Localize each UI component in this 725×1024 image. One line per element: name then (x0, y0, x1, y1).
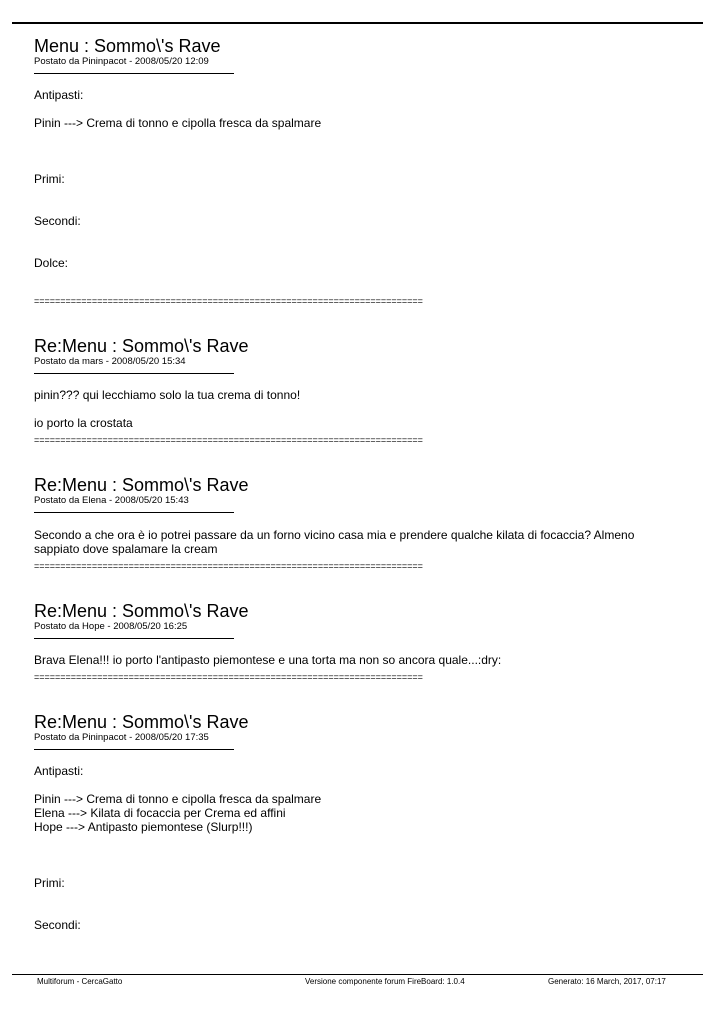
post-line: Dolce: (34, 256, 69, 270)
post-line: Primi: (34, 876, 65, 890)
post-line: pinin??? qui lecchiamo solo la tua crema di tonno! (34, 388, 301, 402)
post-title: Re:Menu : Sommo\'s Rave (34, 712, 249, 732)
footer-version: Versione componente forum FireBoard: 1.0.4 (305, 977, 465, 986)
post-meta: Postato da Pininpacot - 2008/05/20 12:09 (34, 56, 209, 67)
post-separator: ========================================================================== (34, 561, 423, 571)
post-meta: Postato da mars - 2008/05/20 15:34 (34, 356, 186, 367)
post-line: Pinin ---> Crema di tonno e cipolla fresca da spalmare (34, 116, 322, 130)
post (34, 475, 694, 571)
post-title: Re:Menu : Sommo\'s Rave (34, 475, 249, 495)
post-line: Antipasti: (34, 88, 84, 102)
post-line: Secondi: (34, 918, 81, 932)
post-line: io porto la crostata (34, 416, 133, 430)
post-separator: ========================================================================== (34, 672, 423, 682)
footer-generated: Generato: 16 March, 2017, 07:17 (548, 977, 666, 986)
post-line: Brava Elena!!! io porto l'antipasto piemontese e una torta ma non so ancora quale...:dry: (34, 653, 502, 667)
post-separator: ========================================================================== (34, 435, 423, 445)
post (34, 336, 694, 445)
footer-site-name: Multiforum - CercaGatto (37, 977, 123, 986)
post-meta: Postato da Pininpacot - 2008/05/20 17:35 (34, 732, 209, 743)
post (34, 601, 694, 682)
post-line: Secondi: (34, 214, 81, 228)
post-line: Elena ---> Kilata di focaccia per Crema ed affini (34, 806, 286, 820)
footer-rule (12, 974, 703, 975)
post-meta: Postato da Hope - 2008/05/20 16:25 (34, 621, 188, 632)
meta-rule (34, 73, 234, 74)
meta-rule (34, 638, 234, 639)
post-title: Re:Menu : Sommo\'s Rave (34, 601, 249, 621)
post-line: Pinin ---> Crema di tonno e cipolla fresca da spalmare (34, 792, 322, 806)
meta-rule (34, 749, 234, 750)
post-separator: ========================================================================== (34, 296, 423, 306)
forum-thread (34, 36, 694, 932)
top-rule (12, 22, 703, 24)
post-meta: Postato da Elena - 2008/05/20 15:43 (34, 495, 189, 506)
post-title: Re:Menu : Sommo\'s Rave (34, 336, 249, 356)
meta-rule (34, 512, 234, 513)
post-line: Hope ---> Antipasto piemontese (Slurp!!!) (34, 820, 253, 834)
post-line: Primi: (34, 172, 65, 186)
meta-rule (34, 373, 234, 374)
post (34, 712, 694, 932)
post-line: Secondo a che ora è io potrei passare da un forno vicino casa mia e prendere qualche kilata di focaccia? Almeno sappiato dove spalamare la cream (34, 528, 635, 556)
post-title: Menu : Sommo\'s Rave (34, 36, 221, 56)
post-line: Antipasti: (34, 764, 84, 778)
post (34, 36, 694, 306)
